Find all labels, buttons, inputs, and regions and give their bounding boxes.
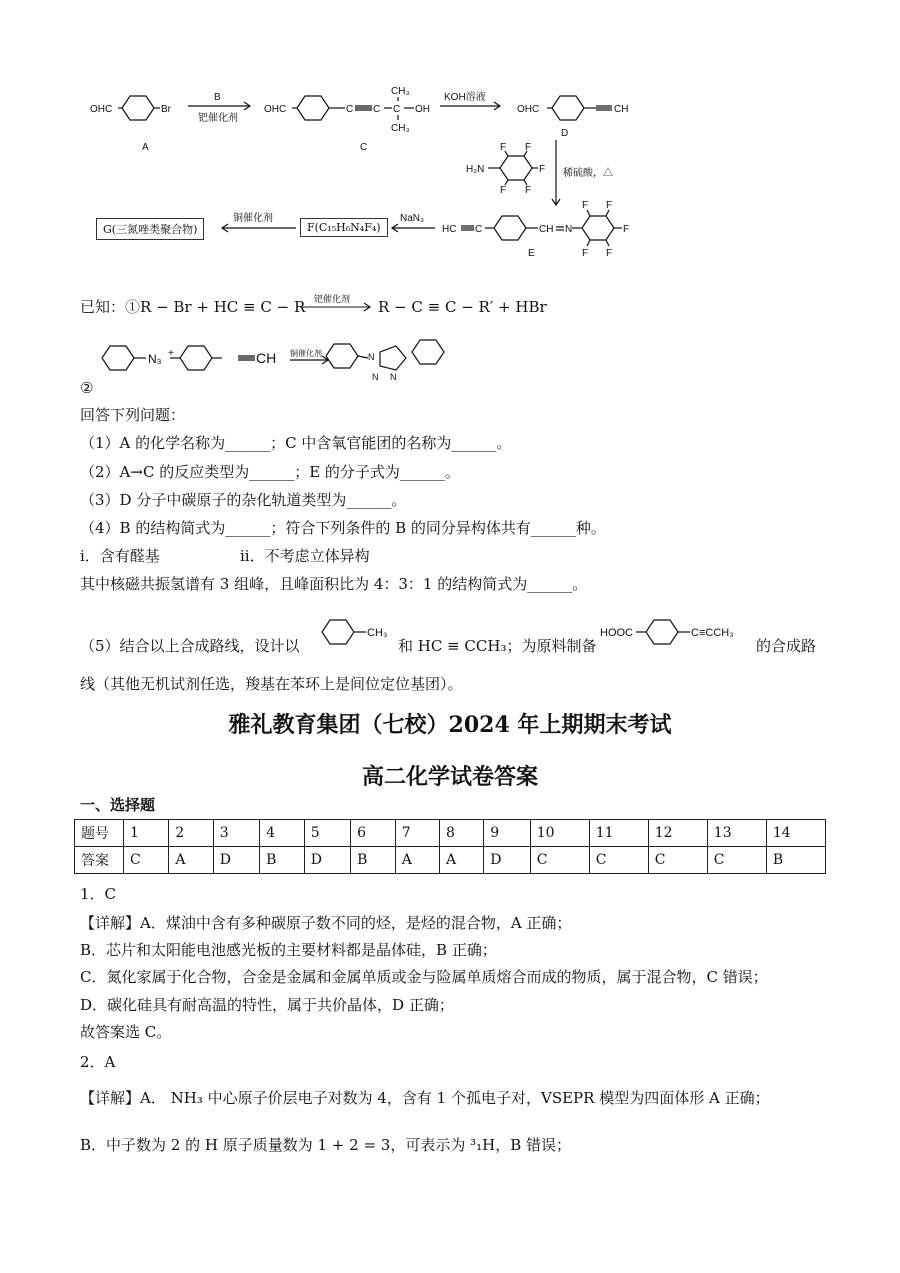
compound-c-ch3-top: CH₃ (391, 86, 410, 97)
table-cell: 11 (589, 820, 648, 847)
down-arrow-condition: 稀硫酸，△ (563, 168, 613, 179)
table-row-numbers (75, 820, 826, 847)
table-cell: 14 (766, 820, 825, 847)
table-cell: 3 (213, 820, 259, 847)
table-head-answer: 答案 (75, 847, 124, 874)
eq2-ch: CH (256, 350, 277, 366)
compound-a-ohc: OHC (90, 104, 113, 115)
table-cell: 7 (395, 820, 439, 847)
known-eq1-right: R − C ≡ C − R′ + HBr (378, 298, 547, 316)
question-4-cond-i: i．含有醛基 (80, 547, 160, 565)
table-cell: 9 (484, 820, 530, 847)
answer-1-line-2: B．芯片和太阳能电池感光板的主要材料都是晶体硅，B 正确； (80, 941, 497, 959)
answer-table (74, 819, 826, 874)
arrow-nan3-reagent: NaN₃ (400, 213, 425, 224)
compound-c-quaternary: C (393, 104, 401, 115)
benzene-ring-a (122, 96, 154, 120)
e-ch: CH (539, 224, 554, 235)
e-f4: F (606, 248, 613, 259)
eq2-n-b: N (372, 372, 379, 382)
table-cell: 6 (351, 820, 396, 847)
table-cell: 5 (304, 820, 350, 847)
eq2-plus: + (168, 348, 174, 359)
compound-f-box (300, 218, 388, 237)
compound-g-box (96, 218, 204, 240)
question-4: （4）B 的结构简式为______；符合下列条件的 B 的同分异构体共有______种。 (80, 519, 606, 537)
table-head-number: 题号 (75, 820, 124, 847)
answer-1-heading: 1．C (80, 885, 117, 903)
table-cell: B (260, 847, 305, 874)
compound-c-ch3-bottom: CH₃ (391, 123, 410, 134)
eq2-catalyst: 铜催化剂 (290, 349, 322, 358)
known-reaction-2 (80, 330, 480, 390)
reagent-f2: F (525, 142, 532, 153)
e-f2: F (606, 200, 613, 211)
table-cell: A (395, 847, 439, 874)
reagent-f3: F (500, 185, 507, 196)
table-row-answers (75, 847, 826, 874)
table-cell: B (351, 847, 396, 874)
table-cell: 12 (648, 820, 707, 847)
table-cell: B (766, 847, 825, 874)
table-cell: 10 (530, 820, 589, 847)
synthesis-scheme (0, 0, 900, 290)
question-2: （2）A→C 的反应类型为______；E 的分子式为______。 (80, 463, 460, 481)
table-cell: C (707, 847, 766, 874)
compound-c-label: C (360, 142, 368, 153)
question-5-line2: 线（其他无机试剂任选，羧基在苯环上是间位定位基团）。 (80, 675, 463, 693)
benzene-ring-d (552, 96, 584, 120)
e-c: C (475, 224, 483, 235)
compound-d-label: D (561, 128, 569, 139)
tetrafluorophenyl-ring-e (582, 216, 614, 240)
answer-1-line-3: C．氮化家属于化合物，合金是金属和金属单质或金与险属单质熔合而成的物质，属于混合物，C 错误； (80, 968, 768, 986)
known-reaction-1 (80, 297, 305, 317)
reagent-f4: F (525, 185, 532, 196)
answer-subtitle: 高二化学试卷答案 (361, 764, 538, 790)
eq2-n-a: N (368, 352, 375, 362)
eq2-n-c: N (390, 372, 397, 382)
e-hc: HC (442, 224, 457, 235)
arrow1-reagent: B (214, 92, 221, 103)
question-5-mid: 和 HC ≡ CCH₃；为原料制备 (398, 637, 597, 655)
table-cell: D (484, 847, 530, 874)
question-1: （1）A 的化学名称为______；C 中含氧官能团的名称为______。 (80, 434, 512, 452)
product-hooc: HOOC (600, 627, 633, 639)
compound-g-name: G(三氮唑类聚合物) (103, 223, 198, 236)
product-alkyne: C≡CCH₃ (691, 627, 734, 639)
table-cell: 4 (260, 820, 305, 847)
e-n: N (565, 224, 573, 235)
compound-c-oh: OH (415, 104, 430, 115)
answer-1-line-1: 【详解】A．煤油中含有多种碳原子数不同的烃，是烃的混合物，A 正确； (80, 914, 572, 932)
benzene-ring-c (297, 96, 329, 120)
compound-d-ohc: OHC (517, 104, 540, 115)
known-label: 已知：① (80, 298, 141, 316)
table-cell: C (648, 847, 707, 874)
table-cell: D (213, 847, 259, 874)
e-f1: F (582, 200, 589, 211)
table-cell: C (124, 847, 169, 874)
compound-c-ohc: OHC (264, 104, 287, 115)
compound-c-c1: C (346, 104, 354, 115)
eq2-n3: N₃ (148, 352, 162, 366)
compound-e-label: E (528, 248, 535, 259)
section-choice-heading: 一、选择题 (80, 796, 156, 814)
question-5-end: 的合成路 (756, 637, 817, 655)
question-3: （3）D 分子中碳原子的杂化轨道类型为______。 (80, 491, 407, 509)
question-4-cond-ii: ii．不考虑立体异构 (240, 547, 370, 565)
answer-title: 雅礼教育集团（七校）2024 年上期期末考试 (228, 712, 672, 738)
toluene-ch3: CH₃ (367, 627, 388, 639)
known-number-2: ② (80, 379, 94, 397)
table-cell: A (169, 847, 213, 874)
tetrafluoroaniline-ring (500, 156, 532, 180)
e-f5: F (623, 224, 630, 235)
arrow1-catalyst: 钯催化剂 (198, 113, 238, 124)
arrow-cu-catalyst: 铜催化剂 (233, 213, 273, 224)
answer-2-line-1: 【详解】A． NH₃ 中心原子价层电子对数为 4，含有 1 个孤电子对，VSEPR 模型为四面体形 A 正确； (80, 1089, 770, 1107)
table-cell: 2 (169, 820, 213, 847)
known-eq1-catalyst: 钯催化剂 (314, 294, 351, 304)
table-cell: A (440, 847, 484, 874)
reagent-f1: F (500, 142, 507, 153)
answer-2-line-2: B．中子数为 2 的 H 原子质量数为 1 + 2 = 3，可表示为 ³₁H，B 错误； (80, 1136, 571, 1154)
table-cell: 1 (124, 820, 169, 847)
known-eq1-arrow (300, 290, 375, 320)
questions-intro: 回答下列问题： (80, 406, 186, 424)
table-cell: C (530, 847, 589, 874)
target-product-structure (598, 612, 758, 652)
answer-1-line-5: 故答案选 C。 (80, 1023, 172, 1041)
table-cell: 13 (707, 820, 766, 847)
compound-d-ch: CH (614, 104, 629, 115)
benzene-ring-e (494, 216, 526, 240)
reagent-h2n: H₂N (466, 164, 485, 175)
compound-a-br: Br (161, 104, 171, 115)
e-f3: F (582, 248, 589, 259)
question-4-nmr: 其中核磁共振氢谱有 3 组峰，且峰面积比为 4：3：1 的结构简式为______。 (80, 575, 588, 593)
toluene-structure (310, 612, 400, 652)
table-cell: D (304, 847, 350, 874)
table-cell: 8 (440, 820, 484, 847)
answer-1-line-4: D．碳化硅具有耐高温的特性，属于共价晶体，D 正确； (80, 996, 454, 1014)
table-cell: C (589, 847, 648, 874)
known-eq1-left: R − Br + HC ≡ C − R (140, 298, 306, 316)
reagent-f5: F (539, 164, 546, 175)
question-5-start: （5）结合以上合成路线，设计以 (80, 637, 300, 655)
answer-2-heading: 2．A (80, 1053, 116, 1071)
compound-f-formula: F(C₁₅H₆N₄F₄) (307, 221, 381, 234)
compound-a-label: A (142, 142, 149, 153)
compound-c-c2: C (373, 104, 381, 115)
arrow2-reagent: KOH溶液 (444, 92, 486, 103)
